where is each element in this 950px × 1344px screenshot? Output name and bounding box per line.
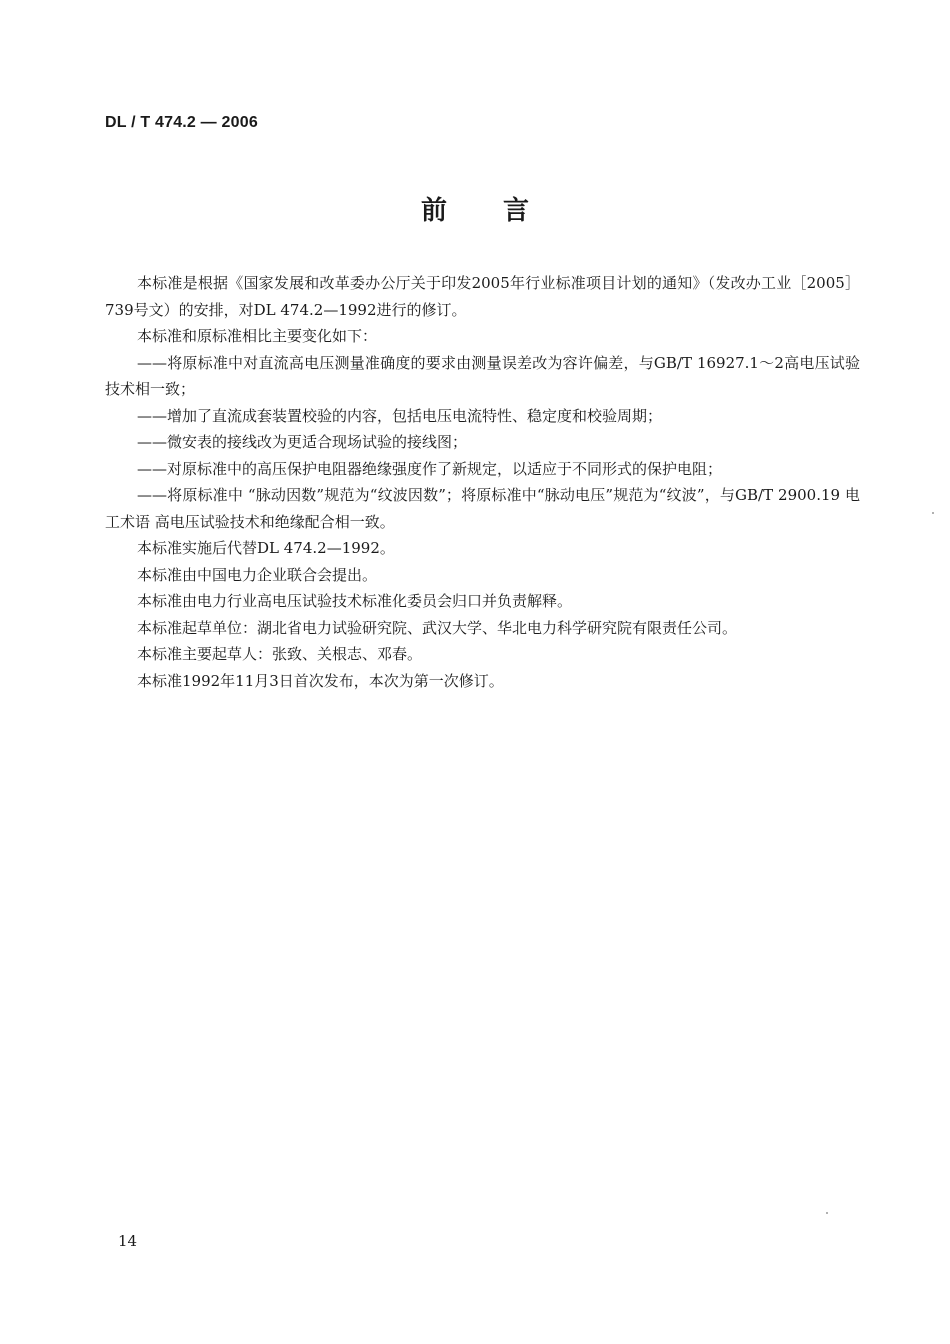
scan-artifact <box>932 512 934 514</box>
paragraph: 本标准1992年11月3日首次发布，本次为第一次修订。 <box>137 671 504 690</box>
paragraph: 本标准实施后代替DL 474.2—1992。 <box>137 539 395 557</box>
page-number: 14 <box>118 1232 138 1250</box>
standard-code: DL / T 474.2 — 2006 <box>105 114 258 131</box>
paragraph: 本标准由中国电力企业联合会提出。 <box>137 565 378 584</box>
list-item: ——增加了直流成套装置校验的内容，包括电压电流特性、稳定度和校验周期； <box>137 406 663 425</box>
list-item: ——微安表的接线改为更适合现场试验的接线图； <box>137 433 468 451</box>
page-title: 前言 <box>420 196 585 226</box>
list-item: ——将原标准中对直流高电压测量准确度的要求由测量误差改为容许偏差，与GB/T 16927.1～2高电压试验技术相一致； <box>105 353 860 398</box>
document-body <box>105 270 860 694</box>
list-item: ——将原标准中 “脉动因数”规范为“纹波因数”；将原标准中“脉动电压”规范为“纹波”，与GB/T 2900.19 电工术语 高电压试验技术和绝缘配合相一致。 <box>105 486 860 531</box>
list-item: ——对原标准中的高压保护电阻器绝缘强度作了新规定，以适应于不同形式的保护电阻； <box>137 459 723 478</box>
scan-artifact <box>826 1212 828 1214</box>
paragraph: 本标准由电力行业高电压试验技术标准化委员会归口并负责解释。 <box>137 592 573 610</box>
paragraph: 本标准是根据《国家发展和改革委办公厅关于印发2005年行业标准项目计划的通知》（发改办工业［2005］739号文）的安排，对DL 474.2—1992进行的修订。 <box>105 274 860 319</box>
paragraph: 本标准和原标准相比主要变化如下： <box>137 327 378 345</box>
paragraph: 本标准起草单位：湖北省电力试验研究院、武汉大学、华北电力科学研究院有限责任公司。 <box>137 618 738 637</box>
paragraph: 本标准主要起草人：张致、关根志、邓春。 <box>137 645 423 663</box>
